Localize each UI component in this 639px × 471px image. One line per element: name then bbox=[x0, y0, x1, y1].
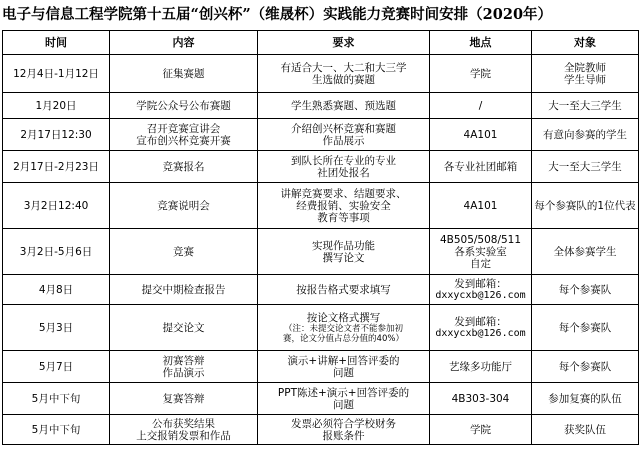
table-row bbox=[3, 93, 639, 119]
cell-place bbox=[430, 229, 532, 275]
cell-line: 艺缘多功能厅 bbox=[449, 360, 512, 373]
cell-content bbox=[110, 151, 258, 183]
cell-line: 公布获奖结果 bbox=[152, 417, 215, 430]
cell-line: 演示+讲解+回答评委的 bbox=[287, 354, 400, 367]
cell-line: 4A101 bbox=[463, 199, 498, 212]
table-row bbox=[3, 119, 639, 151]
cell-content bbox=[110, 229, 258, 275]
cell-line: 问题 bbox=[333, 366, 354, 379]
cell-requirement bbox=[258, 55, 430, 93]
cell-line: 每个参赛队 bbox=[558, 360, 612, 373]
cell-time bbox=[3, 351, 110, 383]
cell-requirement bbox=[258, 351, 430, 383]
cell-place bbox=[430, 305, 532, 351]
cell-time bbox=[3, 151, 110, 183]
table-row bbox=[3, 351, 639, 383]
cell-line: 竞赛 bbox=[173, 245, 194, 258]
cell-line: 征集赛题 bbox=[162, 67, 205, 80]
cell-line: 宣布创兴杯竞赛开赛 bbox=[136, 134, 231, 147]
cell-line: 大一至大三学生 bbox=[548, 99, 622, 112]
cell-line: 4B505/508/511 bbox=[439, 233, 522, 246]
cell-time bbox=[3, 55, 110, 93]
cell-time bbox=[3, 305, 110, 351]
cell-line: 学院 bbox=[470, 423, 491, 436]
cell-line: 作品演示 bbox=[162, 366, 205, 379]
cell-line: / bbox=[478, 99, 483, 112]
cell-line: 竞赛报名 bbox=[162, 160, 205, 173]
cell-line: 竞赛说明会 bbox=[157, 199, 210, 212]
table-row bbox=[3, 183, 639, 229]
schedule-table bbox=[2, 30, 639, 445]
cell-line: 有适合大一、大二和大三学 bbox=[280, 61, 407, 74]
cell-line: 到队长所在专业的专业 bbox=[291, 154, 396, 167]
cell-line: 每个参赛队的1位代表 bbox=[534, 199, 636, 212]
cell-line: 5月中下旬 bbox=[31, 423, 81, 436]
table-row bbox=[3, 275, 639, 305]
cell-line: 大一至大三学生 bbox=[548, 160, 622, 173]
header-time: 时间 bbox=[3, 31, 110, 55]
cell-requirement bbox=[258, 183, 430, 229]
cell-line: 复赛答辩 bbox=[162, 392, 205, 405]
cell-target bbox=[532, 275, 639, 305]
cell-content bbox=[110, 305, 258, 351]
cell-requirement bbox=[258, 151, 430, 183]
cell-content bbox=[110, 351, 258, 383]
table-row bbox=[3, 229, 639, 275]
cell-line: 2月17日12:30 bbox=[20, 128, 92, 141]
cell-line: 上交报销发票和作品 bbox=[136, 429, 231, 442]
cell-place bbox=[430, 119, 532, 151]
cell-target bbox=[532, 119, 639, 151]
cell-line: dxxycxb@126.com bbox=[435, 327, 526, 339]
cell-requirement bbox=[258, 415, 430, 445]
cell-line: 3月2日-5月6日 bbox=[19, 245, 93, 258]
cell-content bbox=[110, 415, 258, 445]
cell-place bbox=[430, 55, 532, 93]
cell-line: 生选做的赛题 bbox=[312, 73, 375, 86]
cell-place bbox=[430, 275, 532, 305]
cell-line: 介绍创兴杯竞赛和赛题 bbox=[291, 122, 396, 135]
cell-target bbox=[532, 93, 639, 119]
cell-line: 学生导师 bbox=[564, 73, 606, 86]
cell-target bbox=[532, 151, 639, 183]
cell-line: 提交论文 bbox=[162, 321, 205, 334]
cell-line: 全体参赛学生 bbox=[553, 245, 617, 258]
cell-place bbox=[430, 183, 532, 229]
cell-place bbox=[430, 415, 532, 445]
cell-line: 3月2日12:40 bbox=[23, 199, 89, 212]
cell-time bbox=[3, 383, 110, 415]
cell-line: 社团处报名 bbox=[317, 166, 370, 179]
cell-target bbox=[532, 351, 639, 383]
cell-line: 4A101 bbox=[463, 128, 498, 141]
cell-content bbox=[110, 119, 258, 151]
table-row bbox=[3, 383, 639, 415]
cell-place bbox=[430, 93, 532, 119]
cell-line: 发到邮箱： bbox=[454, 315, 507, 328]
table-row bbox=[3, 151, 639, 183]
cell-line: PPT陈述+演示+回答评委的 bbox=[277, 386, 410, 399]
cell-line: 发到邮箱： bbox=[454, 277, 507, 290]
cell-line: 1月20日 bbox=[35, 99, 77, 112]
cell-target bbox=[532, 415, 639, 445]
cell-line: 实现作品功能 bbox=[312, 239, 375, 252]
cell-place bbox=[430, 351, 532, 383]
table-row bbox=[3, 55, 639, 93]
cell-note-line: 赛，论文分值占总分值的40%） bbox=[283, 333, 404, 344]
header-target: 对象 bbox=[532, 31, 639, 55]
page-title: 电子与信息工程学院第十五届“创兴杯”（维晟杯）实践能力竞赛时间安排（2020年） bbox=[2, 6, 553, 23]
cell-time bbox=[3, 183, 110, 229]
cell-line: 各系实验室 bbox=[454, 245, 507, 258]
cell-place bbox=[430, 383, 532, 415]
cell-line: 经费报销、实验安全 bbox=[296, 199, 391, 212]
cell-target bbox=[532, 55, 639, 93]
cell-line: 学生熟悉赛题、预选题 bbox=[291, 99, 396, 112]
cell-line: 12月4日-1月12日 bbox=[13, 67, 99, 80]
cell-line: 5月中下旬 bbox=[31, 392, 81, 405]
cell-line: 各专业社团邮箱 bbox=[443, 160, 518, 173]
cell-target bbox=[532, 183, 639, 229]
cell-requirement bbox=[258, 119, 430, 151]
cell-line: 每个参赛队 bbox=[558, 321, 612, 334]
cell-content bbox=[110, 55, 258, 93]
cell-line: 4B303-304 bbox=[451, 392, 510, 405]
header-row bbox=[3, 31, 639, 55]
cell-line: 作品展示 bbox=[322, 134, 365, 147]
cell-line: 召开竞赛宣讲会 bbox=[146, 122, 221, 135]
cell-line: 初赛答辩 bbox=[162, 354, 205, 367]
cell-content bbox=[110, 275, 258, 305]
cell-requirement bbox=[258, 229, 430, 275]
cell-line: 提交中期检查报告 bbox=[141, 283, 226, 296]
cell-line: 获奖队伍 bbox=[564, 423, 606, 436]
cell-line: 教育等事项 bbox=[317, 211, 370, 224]
cell-target bbox=[532, 229, 639, 275]
cell-line: 讲解竞赛要求、结题要求、 bbox=[280, 187, 407, 200]
header-content: 内容 bbox=[110, 31, 258, 55]
cell-line: 有意向参赛的学生 bbox=[543, 128, 627, 141]
table-row bbox=[3, 305, 639, 351]
cell-line: 4月8日 bbox=[38, 283, 74, 296]
cell-time bbox=[3, 415, 110, 445]
cell-line: 学院公众号公布赛题 bbox=[136, 99, 231, 112]
cell-line: 全院教师 bbox=[564, 61, 606, 74]
cell-line: 自定 bbox=[470, 257, 491, 270]
cell-content bbox=[110, 183, 258, 229]
cell-time bbox=[3, 275, 110, 305]
cell-line: 2月17日-2月23日 bbox=[13, 160, 99, 173]
cell-place bbox=[430, 151, 532, 183]
cell-line: 5月7日 bbox=[38, 360, 74, 373]
cell-line: 学院 bbox=[470, 67, 491, 80]
cell-requirement bbox=[258, 93, 430, 119]
cell-line: 报账条件 bbox=[322, 429, 365, 442]
table-row bbox=[3, 415, 639, 445]
cell-line: 按论文格式撰写 bbox=[306, 311, 381, 324]
cell-target bbox=[532, 305, 639, 351]
cell-content bbox=[110, 93, 258, 119]
cell-requirement bbox=[258, 275, 430, 305]
header-requirement: 要求 bbox=[258, 31, 430, 55]
cell-time bbox=[3, 229, 110, 275]
cell-line: 发票必须符合学校财务 bbox=[291, 417, 396, 430]
cell-note-line: （注：未提交论文者不能参加初 bbox=[283, 323, 403, 334]
cell-requirement bbox=[258, 305, 430, 351]
cell-line: 每个参赛队 bbox=[558, 283, 612, 296]
cell-line: 参加复赛的队伍 bbox=[548, 392, 622, 405]
cell-line: 5月3日 bbox=[38, 321, 74, 334]
header-place: 地点 bbox=[430, 31, 532, 55]
cell-line: dxxycxb@126.com bbox=[435, 289, 526, 301]
cell-line: 问题 bbox=[333, 398, 354, 411]
cell-line: 按报告格式要求填写 bbox=[296, 283, 391, 296]
cell-target bbox=[532, 383, 639, 415]
cell-line: 撰写论文 bbox=[322, 251, 365, 264]
cell-time bbox=[3, 93, 110, 119]
cell-time bbox=[3, 119, 110, 151]
cell-content bbox=[110, 383, 258, 415]
cell-requirement bbox=[258, 383, 430, 415]
